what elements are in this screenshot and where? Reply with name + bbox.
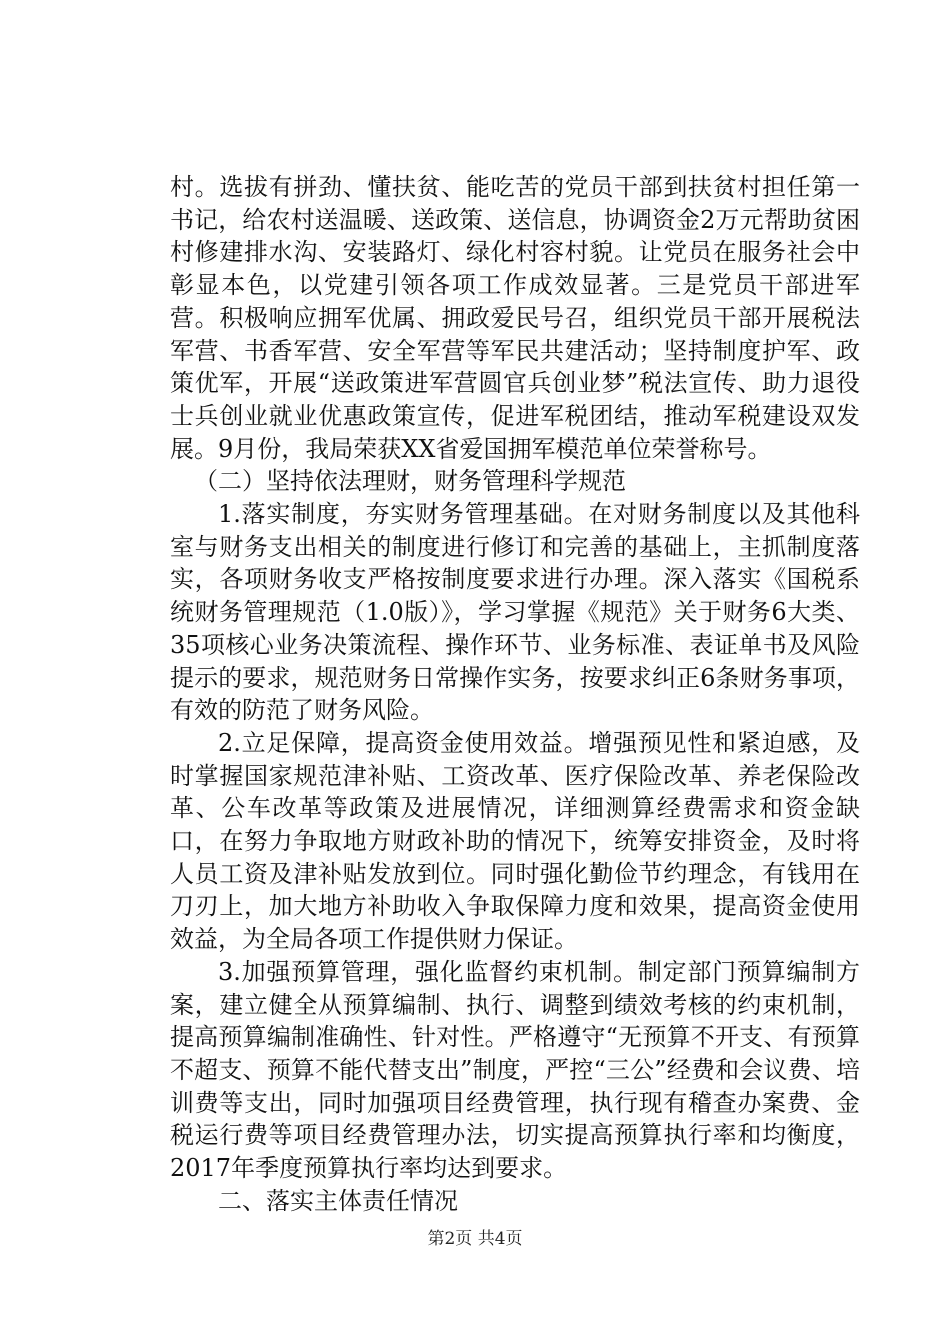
section-subheading: （二）坚持依法理财，财务管理科学规范 <box>194 467 626 496</box>
body-paragraph: 村。选拔有拼劲、懂扶贫、能吃苦的党员干部到扶贫村担任第一书记，给农村送温暖、送政策、送信息，协调资金2万元帮助贫困村修建排水沟、安装路灯、绿化村容村貌。让党员在服务社会中彰显本色，以党建引领各项工作成效显著。三是党员干部进军营。积极响应拥军优属、拥政爱民号召，组织党员干部开展税法军营、书香军营、安全军营等军民共建活动；坚持制度护军、政策优军，开展“送政策进军营圆官兵创业梦”税法宣传、助力退役士兵创业就业优惠政策宣传，促进军税团结，推动军税建设双发展。9月份，我局荣获XX省爱国拥军模范单位荣誉称号。 <box>170 173 860 463</box>
page-number-footer: 第2页 共4页 <box>427 1229 523 1249</box>
section-heading: 二、落实主体责任情况 <box>218 1186 458 1215</box>
body-paragraph: 1.落实制度，夯实财务管理基础。在对财务制度以及其他科室与财务支出相关的制度进行修订和完善的基础上，主抓制度落实，各项财务收支严格按制度要求进行办理。深入落实《国税系统财务管理规范（1.0版）》，学习掌握《规范》关于财务6大类、35项核心业务决策流程、操作环节、业务标准、表证单书及风险提示的要求，规范财务日常操作实务，按要求纠正6条财务事项，有效的防范了财务风险。 <box>170 500 860 725</box>
body-paragraph: 2.立足保障，提高资金使用效益。增强预见性和紧迫感，及时掌握国家规范津补贴、工资改革、医疗保险改革、养老保险改革、公车改革等政策及进展情况，详细测算经费需求和资金缺口，在努力争取地方财政补助的情况下，统筹安排资金，及时将人员工资及津补贴发放到位。同时强化勤俭节约理念，有钱用在刀刃上，加大地方补助收入争取保障力度和效果，提高资金使用效益，为全局各项工作提供财力保证。 <box>170 728 860 954</box>
document-body <box>170 171 860 1218</box>
body-paragraph: 3.加强预算管理，强化监督约束机制。制定部门预算编制方案，建立健全从预算编制、执行、调整到绩效考核的约束机制，提高预算编制准确性、针对性。严格遵守“无预算不开支、有预算不超支、预算不能代替支出”制度，严控“三公”经费和会议费、培训费等支出，同时加强项目经费管理，执行现有稽查办案费、金税运行费等项目经费管理办法，切实提高预算执行率和均衡度，2017年季度预算执行率均达到要求。 <box>170 957 860 1183</box>
